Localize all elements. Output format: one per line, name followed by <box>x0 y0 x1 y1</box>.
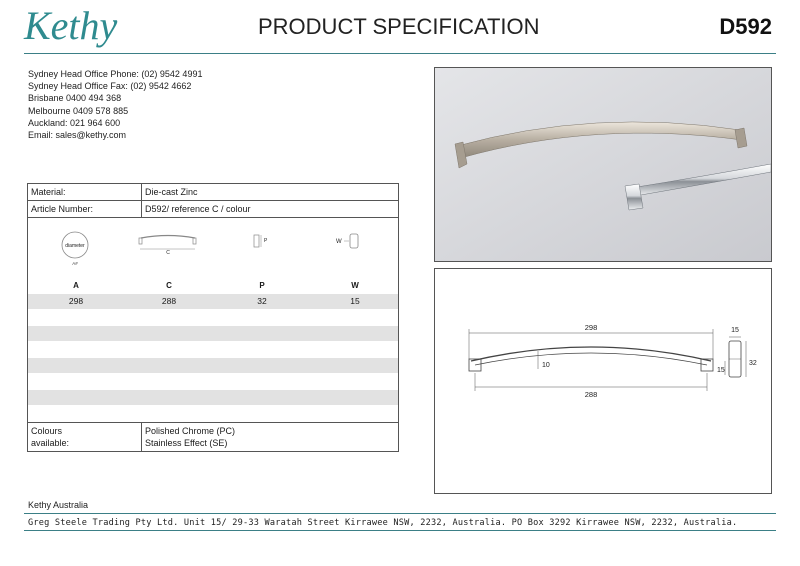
dim-header-w: W <box>351 281 359 290</box>
material-value: Die-cast Zinc <box>145 187 198 197</box>
contact-line: Sydney Head Office Phone: (02) 9542 4991 <box>28 69 203 79</box>
footer-rule <box>24 530 776 531</box>
footer-rule <box>24 513 776 514</box>
width-diagram <box>336 234 358 248</box>
table-divider <box>28 217 398 218</box>
colours-label-line: available: <box>31 438 70 448</box>
material-label: Material: <box>31 187 66 197</box>
projection-label: 32 <box>749 360 757 367</box>
article-row <box>28 201 398 217</box>
arch-height-label: 10 <box>542 362 550 369</box>
dimension-diagrams <box>28 220 398 270</box>
dim-value-a: 298 <box>68 296 84 306</box>
table-column-divider <box>141 422 142 452</box>
projection-diagram <box>254 235 268 247</box>
c-label: C <box>166 250 170 256</box>
dim-header-a: A <box>73 281 79 290</box>
colours-list <box>145 425 235 449</box>
centres-label: 288 <box>584 390 598 399</box>
overall-length-label: 298 <box>584 323 598 332</box>
dim-value-c: 288 <box>161 296 177 306</box>
technical-drawing <box>434 268 772 494</box>
product-code: D592 <box>719 14 772 39</box>
dim-header-c: C <box>166 281 172 290</box>
footer-address: Greg Steele Trading Pty Ltd. Unit 15/ 29-33 Waratah Street Kirrawee NSW, 2232, Australia. PO Box 3292 Kirrawee NSW, 2232, Australia. <box>28 518 738 528</box>
colours-label-line: Colours <box>31 426 63 436</box>
spec-table <box>27 183 399 452</box>
footer-company: Kethy Australia <box>28 500 89 510</box>
p-label: P <box>264 238 268 244</box>
article-value: D592/ reference C / colour <box>145 204 251 214</box>
contact-line: Melbourne 0409 578 885 <box>28 105 129 116</box>
dim-value-w: 15 <box>350 296 360 306</box>
technical-drawing-svg <box>435 269 771 493</box>
table-divider <box>28 422 398 423</box>
page-title: PRODUCT SPECIFICATION <box>258 14 540 39</box>
product-photo-image <box>435 68 771 261</box>
header-rule <box>24 53 776 54</box>
contact-line: Sydney Head Office Fax: (02) 9542 4662 <box>28 81 192 92</box>
contact-line: Brisbane 0400 494 368 <box>28 93 122 104</box>
article-label: Article Number: <box>31 204 94 214</box>
shaded-row <box>28 390 398 405</box>
end-width-label: 15 <box>731 327 739 334</box>
dim-value-p: 32 <box>257 296 267 306</box>
material-row <box>28 184 398 200</box>
centres-diagram <box>139 236 196 257</box>
side-height-label: 15 <box>717 367 725 374</box>
a-label: A# <box>72 261 78 266</box>
contact-line: Auckland: 021 964 600 <box>28 117 121 128</box>
table-column-divider <box>141 184 142 217</box>
shaded-row <box>28 358 398 373</box>
contact-block <box>28 68 202 141</box>
colour-option: Stainless Effect (SE) <box>145 438 228 448</box>
product-photo <box>434 67 772 262</box>
contact-line: Email: sales@kethy.com <box>28 130 126 141</box>
colour-option: Polished Chrome (PC) <box>145 426 236 436</box>
shaded-row <box>28 326 398 341</box>
diameter-diagram <box>62 232 88 266</box>
brand-logo: Kethy <box>24 3 118 48</box>
dim-header-p: P <box>259 281 265 290</box>
colours-label <box>31 425 69 449</box>
diameter-label: diameter <box>65 243 85 249</box>
w-label: W <box>336 239 342 245</box>
